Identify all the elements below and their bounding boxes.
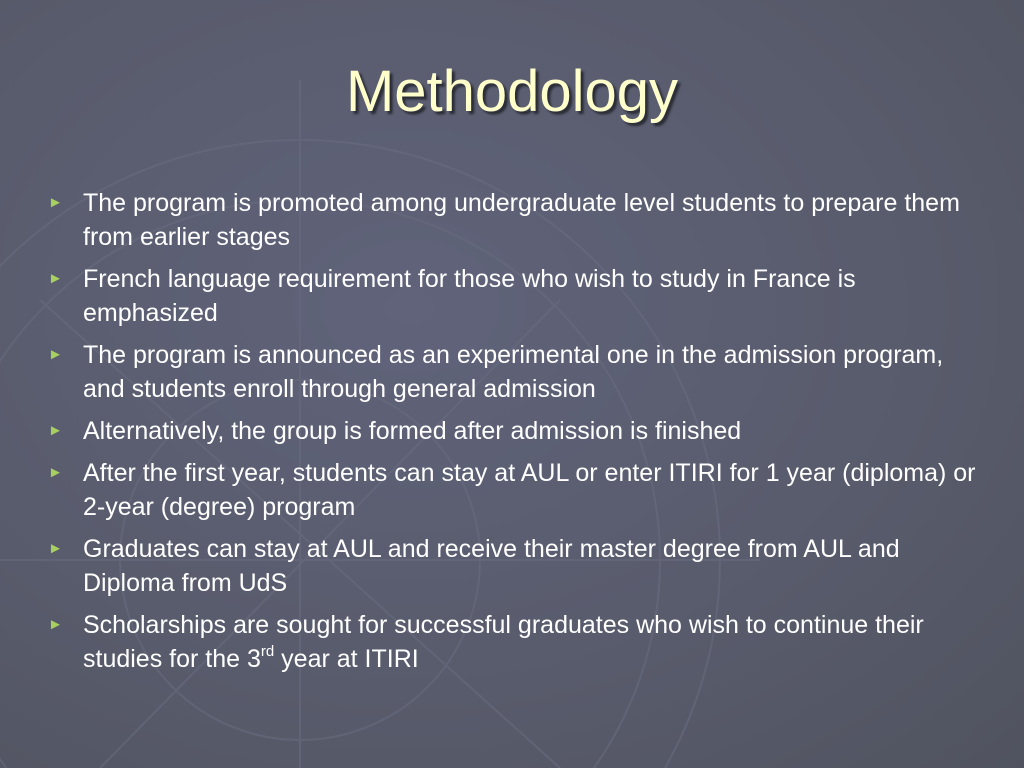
bullet-item: [44, 608, 984, 676]
slide-title: Methodology: [345, 59, 679, 124]
bullet-item: [44, 338, 984, 406]
bullet-arrow-icon: ►: [48, 346, 63, 363]
bullet-list: [44, 186, 984, 684]
bullet-item: [44, 456, 984, 524]
bullet-arrow-icon: ►: [48, 540, 63, 557]
bullet-text: After the first year, students can stay at AUL or enter ITIRI for 1 year (diploma) or 2-year (degree) program: [83, 459, 976, 521]
bullet-text-part: Scholarships are sought for successful graduates who wish to continue their studies for the 3: [83, 611, 924, 673]
bullet-arrow-icon: ►: [48, 194, 63, 211]
bullet-arrow-icon: ►: [48, 464, 63, 481]
bullet-item: [44, 262, 984, 330]
bullet-text: The program is announced as an experimental one in the admission program, and students enroll through general admission: [83, 341, 944, 403]
bullet-text: Alternatively, the group is formed after admission is finished: [83, 417, 742, 445]
bullet-arrow-icon: ►: [48, 270, 63, 287]
bullet-item: [44, 414, 984, 448]
bullet-arrow-icon: ►: [48, 616, 63, 633]
bullet-arrow-icon: ►: [48, 422, 63, 439]
bullet-text: Graduates can stay at AUL and receive their master degree from AUL and Diploma from UdS: [83, 535, 900, 597]
bullet-item: [44, 532, 984, 600]
bullet-text: The program is promoted among undergraduate level students to prepare them from earlier stages: [83, 189, 960, 251]
bullet-text: [83, 611, 924, 673]
bullet-text: French language requirement for those who wish to study in France is emphasized: [83, 265, 856, 327]
ordinal-superscript: rd: [260, 642, 275, 660]
bullet-text-part: year at ITIRI: [274, 645, 419, 673]
bullet-item: [44, 186, 984, 254]
